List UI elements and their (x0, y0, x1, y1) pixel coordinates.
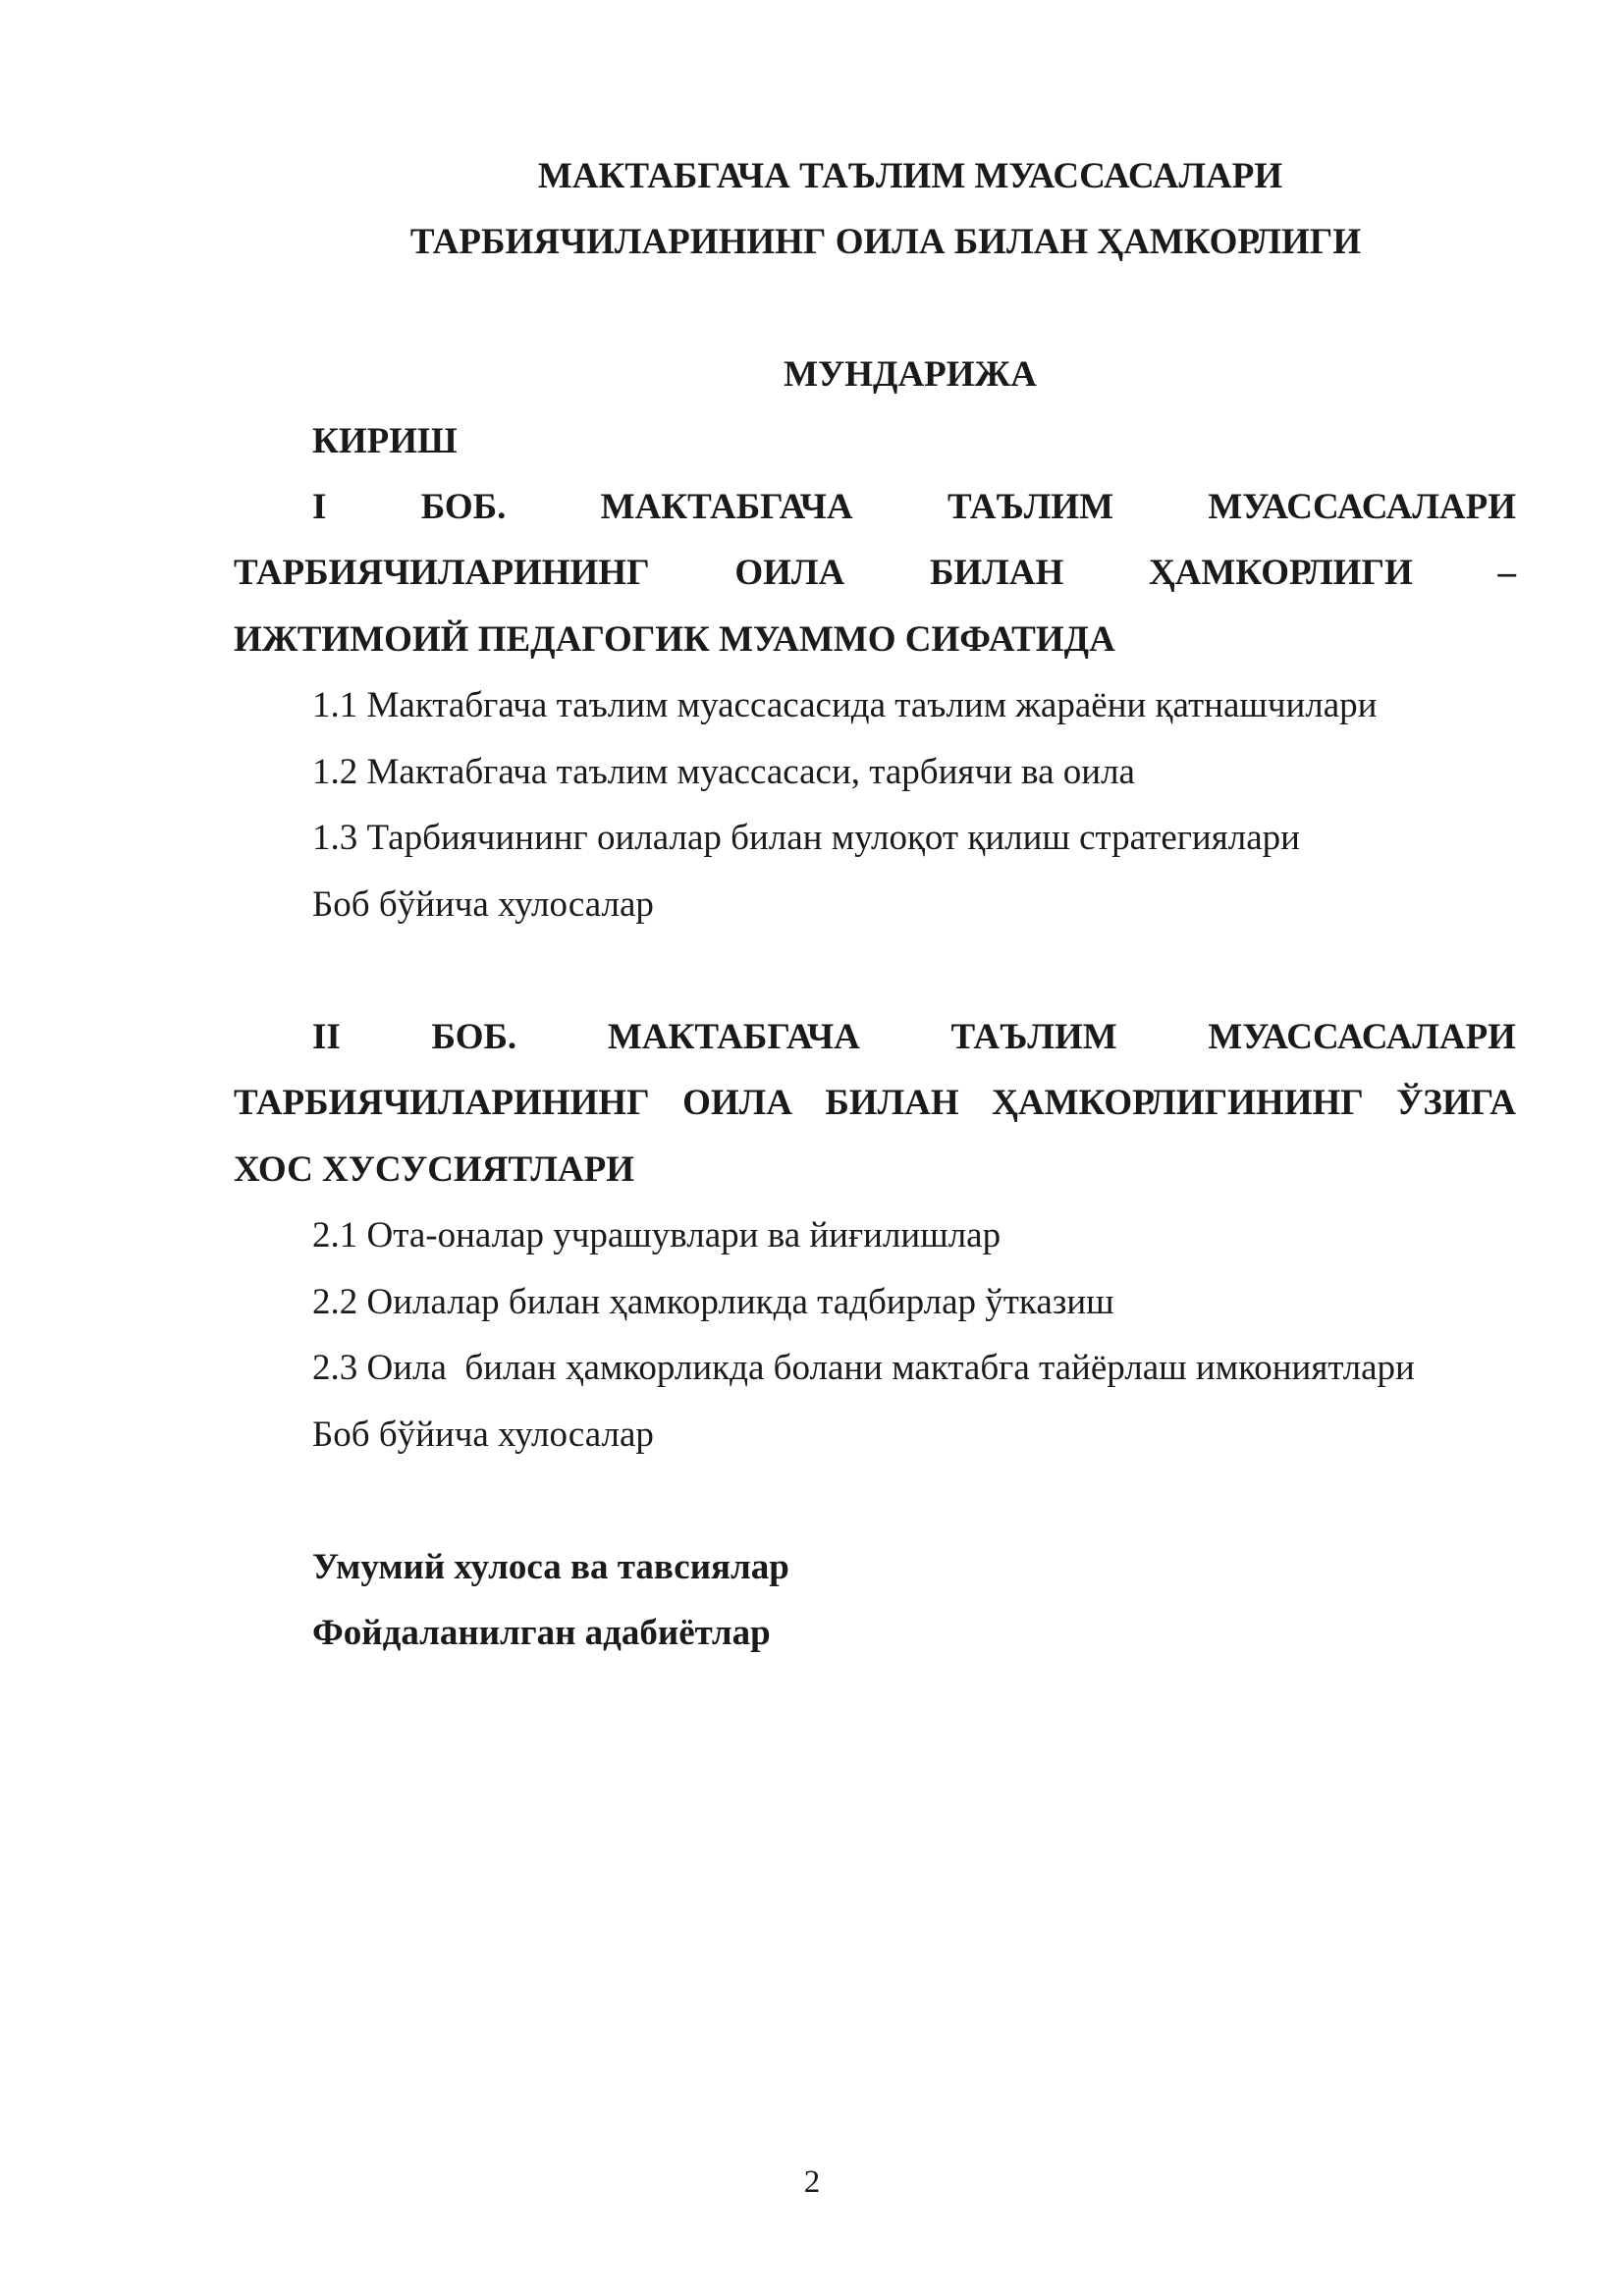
word: МУАССАСАЛАРИ (1208, 487, 1516, 527)
word: ТАЪЛИМ (947, 487, 1114, 527)
word: ОИЛА (734, 553, 845, 593)
word: БОБ. (431, 1017, 517, 1057)
word: БИЛАН (929, 553, 1064, 593)
toc-section-1-2: 1.2 Мактабгача таълим муассасаси, тарбиячи ва оила (312, 752, 1135, 792)
toc-chapter-1-conclusions: Боб бўйича хулосалар (312, 884, 654, 925)
toc-chapter-2-line-3: ХОС ХУСУСИЯТЛАРИ (234, 1149, 635, 1190)
toc-chapter-2-line-2 (234, 1082, 1516, 1125)
toc-chapter-1-line-3: ИЖТИМОИЙ ПЕДАГОГИК МУАММО СИФАТИДА (234, 619, 1115, 660)
toc-heading: МУНДАРИЖА (784, 354, 1037, 395)
word: МАКТАБГАЧА (607, 1017, 860, 1057)
toc-chapter-1-line-1 (312, 486, 1516, 529)
toc-section-2-2: 2.2 Оилалар билан ҳамкорликда тадбирлар ўтказиш (312, 1282, 1114, 1322)
word: ОИЛА (682, 1083, 792, 1123)
toc-chapter-1-line-2 (234, 552, 1516, 595)
word: ҲАМКОРЛИГИНИНГ (992, 1083, 1364, 1123)
word: I (312, 487, 327, 527)
word: ЎЗИГА (1396, 1083, 1516, 1123)
toc-chapter-2-conclusions: Боб бўйича хулосалар (312, 1415, 654, 1455)
toc-introduction: КИРИШ (312, 421, 458, 461)
toc-section-1-3: 1.3 Тарбиячининг оилалар билан мулоқот қилиш стратегиялари (312, 818, 1300, 858)
toc-general-conclusion: Умумий хулоса ва тавсиялар (312, 1547, 789, 1587)
word: МАКТАБГАЧА (600, 487, 853, 527)
word: БИЛАН (825, 1083, 959, 1123)
toc-section-2-1: 2.1 Ота-оналар учрашувлари ва йиғилишлар (312, 1215, 1001, 1255)
toc-references: Фойдаланилган адабиётлар (312, 1613, 771, 1653)
word: ТАРБИЯЧИЛАРИНИНГ (234, 553, 650, 593)
word: ТАЪЛИМ (950, 1017, 1117, 1057)
toc-chapter-2-line-1 (312, 1016, 1516, 1059)
word: ҲАМКОРЛИГИ (1148, 553, 1413, 593)
page-number: 2 (803, 2164, 821, 2200)
toc-section-1-1: 1.1 Мактабгача таълим муассасасида таълим жараёни қатнашчилари (312, 685, 1378, 725)
document-title-line-2: ТАРБИЯЧИЛАРИНИНГ ОИЛА БИЛАН ҲАМКОРЛИГИ (409, 222, 1362, 262)
word: II (312, 1017, 341, 1057)
document-title-line-1: МАКТАБГАЧА ТАЪЛИМ МУАССАСАЛАРИ (537, 156, 1283, 196)
word: МУАССАСАЛАРИ (1208, 1017, 1516, 1057)
word: – (1497, 553, 1516, 593)
word: БОБ. (420, 487, 507, 527)
word: ТАРБИЯЧИЛАРИНИНГ (234, 1083, 650, 1123)
toc-section-2-3: 2.3 Оила билан ҳамкорликда болани мактабга тайёрлаш имкониятлари (312, 1348, 1415, 1388)
